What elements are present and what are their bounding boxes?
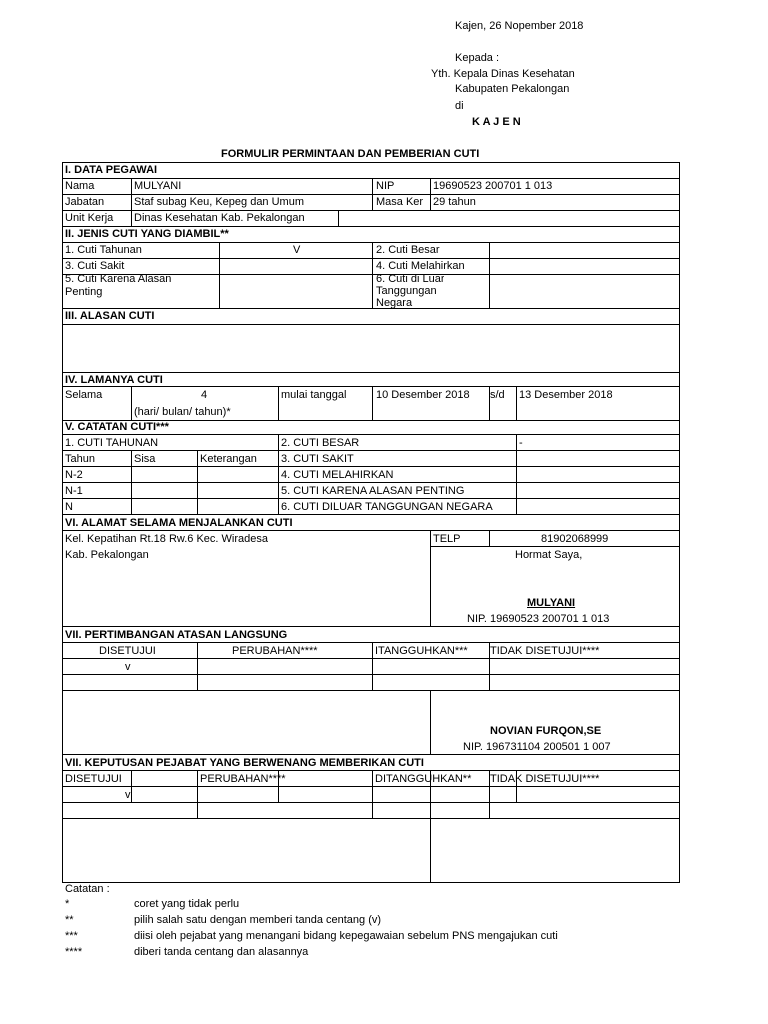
applicant-name: MULYANI (527, 597, 576, 609)
note-symbol: * (65, 898, 70, 910)
lama-cuti-value: 4 (201, 389, 208, 401)
section-7-title: VII. PERTIMBANGAN ATASAN LANGSUNG (65, 629, 288, 641)
cuti-tahunan-check: V (293, 244, 301, 256)
catatan-cuti-melahirkan: 4. CUTI MELAHIRKAN (281, 469, 394, 481)
cuti-luar-tanggungan-label: 6. Cuti di Luar Tanggungan Negara (376, 273, 445, 308)
keterangan-header: Keterangan (200, 453, 257, 465)
year-n2: N-2 (65, 469, 83, 481)
address-line-2: Kab. Pekalongan (65, 549, 149, 561)
atasan-tidak-disetujui-header: TIDAK DISETUJUI**** (490, 645, 600, 657)
address-line-1: Kel. Kepatihan Rt.18 Rw.6 Kec. Wiradesa (65, 533, 268, 545)
jabatan-label: Jabatan (65, 196, 105, 208)
cuti-alasan-penting-label: 5. Cuti Karena Alasan Penting (65, 273, 172, 298)
catatan-cuti-alasan-penting: 5. CUTI KARENA ALASAN PENTING (281, 485, 465, 497)
recipient-line-1: Yth. Kepala Dinas Kesehatan (431, 68, 575, 80)
section-8-title: VII. KEPUTUSAN PEJABAT YANG BERWENANG MEMBERIKAN CUTI (65, 757, 424, 769)
catatan-cuti-diluar-tanggungan: 6. CUTI DILUAR TANGGUNGAN NEGARA (281, 501, 493, 513)
end-date: 13 Desember 2018 (519, 389, 613, 401)
catatan-cuti-besar: 2. CUTI BESAR (281, 437, 360, 449)
cuti-sakit-label: 3. Cuti Sakit (65, 260, 125, 272)
section-4-title: IV. LAMANYA CUTI (65, 374, 163, 386)
atasan-ditangguhkan-header: ITANGGUHKAN*** (375, 645, 468, 657)
atasan-disetujui-header: DISETUJUI (99, 645, 156, 657)
city: K A J E N (472, 116, 521, 128)
form-title: FORMULIR PERMINTAAN DAN PEMBERIAN CUTI (221, 148, 480, 160)
cuti-tahunan-label: 1. Cuti Tahunan (65, 244, 142, 256)
pejabat-disetujui-check: v (125, 789, 131, 801)
nip-label: NIP (376, 180, 395, 192)
year-n1: N-1 (65, 485, 83, 497)
section-3-title: III. ALASAN CUTI (65, 310, 155, 322)
unit-kerja-label: Unit Kerja (65, 212, 114, 224)
pejabat-ditangguhkan-header: DITANGGUHKAN** (375, 773, 472, 785)
atasan-perubahan-header: PERUBAHAN**** (232, 645, 318, 657)
catatan-cuti-tahunan: 1. CUTI TAHUNAN (65, 437, 159, 449)
lama-cuti-unit: (hari/ bulan/ tahun)* (134, 406, 231, 418)
section-2-title: II. JENIS CUTI YANG DIAMBIL** (65, 228, 229, 240)
place-date: Kajen, 26 Nopember 2018 (455, 20, 584, 32)
atasan-name: NOVIAN FURQON,SE (490, 725, 602, 737)
section-1-title: I. DATA PEGAWAI (65, 164, 158, 176)
nama-label: Nama (65, 180, 95, 192)
section-6-title: VI. ALAMAT SELAMA MENJALANKAN CUTI (65, 517, 293, 529)
selama-label: Selama (65, 389, 103, 401)
note-symbol: **** (65, 946, 83, 958)
telp-value: 81902068999 (541, 533, 609, 545)
pejabat-perubahan-header: PERUBAHAN**** (200, 773, 286, 785)
pejabat-disetujui-header: DISETUJUI (65, 773, 122, 785)
start-date: 10 Desember 2018 (376, 389, 470, 401)
applicant-nip: NIP. 19690523 200701 1 013 (467, 613, 610, 625)
hormat-saya: Hormat Saya, (515, 549, 583, 561)
masa-kerja-value: 29 tahun (433, 196, 476, 208)
atasan-disetujui-check: v (125, 661, 131, 673)
di-label: di (455, 100, 464, 112)
mulai-tanggal-label: mulai tanggal (281, 389, 347, 401)
nip-value: 19690523 200701 1 013 (433, 180, 553, 192)
tahun-header: Tahun (65, 453, 95, 465)
sisa-header: Sisa (134, 453, 156, 465)
cuti-besar-label: 2. Cuti Besar (376, 244, 440, 256)
note-text: pilih salah satu dengan memberi tanda centang (v) (134, 914, 382, 926)
note-symbol: *** (65, 930, 78, 942)
section-5-title: V. CATATAN CUTI*** (65, 421, 169, 433)
note-text: coret yang tidak perlu (134, 898, 240, 910)
jabatan-value: Staf subag Keu, Kepeg dan Umum (134, 196, 304, 208)
nama-value: MULYANI (134, 180, 182, 192)
telp-label: TELP (433, 533, 461, 545)
catatan-dash: - (519, 437, 523, 449)
year-n: N (65, 501, 73, 513)
atasan-nip: NIP. 196731104 200501 1 007 (463, 741, 611, 753)
masa-kerja-label: Masa Ker (376, 196, 424, 208)
notes-title: Catatan : (65, 883, 110, 895)
recipient-line-2: Kabupaten Pekalongan (455, 83, 570, 95)
catatan-cuti-sakit: 3. CUTI SAKIT (281, 453, 354, 465)
sd-label: s/d (490, 389, 505, 401)
note-text: diisi oleh pejabat yang menangani bidang kepegawaian sebelum PNS mengajukan cuti (134, 930, 558, 942)
unit-kerja-value: Dinas Kesehatan Kab. Pekalongan (134, 212, 305, 224)
pejabat-tidak-disetujui-header: TIDAK DISETUJUI**** (490, 773, 600, 785)
note-text: diberi tanda centang dan alasannya (134, 946, 309, 958)
kepada-label: Kepada : (455, 52, 500, 64)
cuti-melahirkan-label: 4. Cuti Melahirkan (376, 260, 465, 272)
note-symbol: ** (65, 914, 74, 926)
